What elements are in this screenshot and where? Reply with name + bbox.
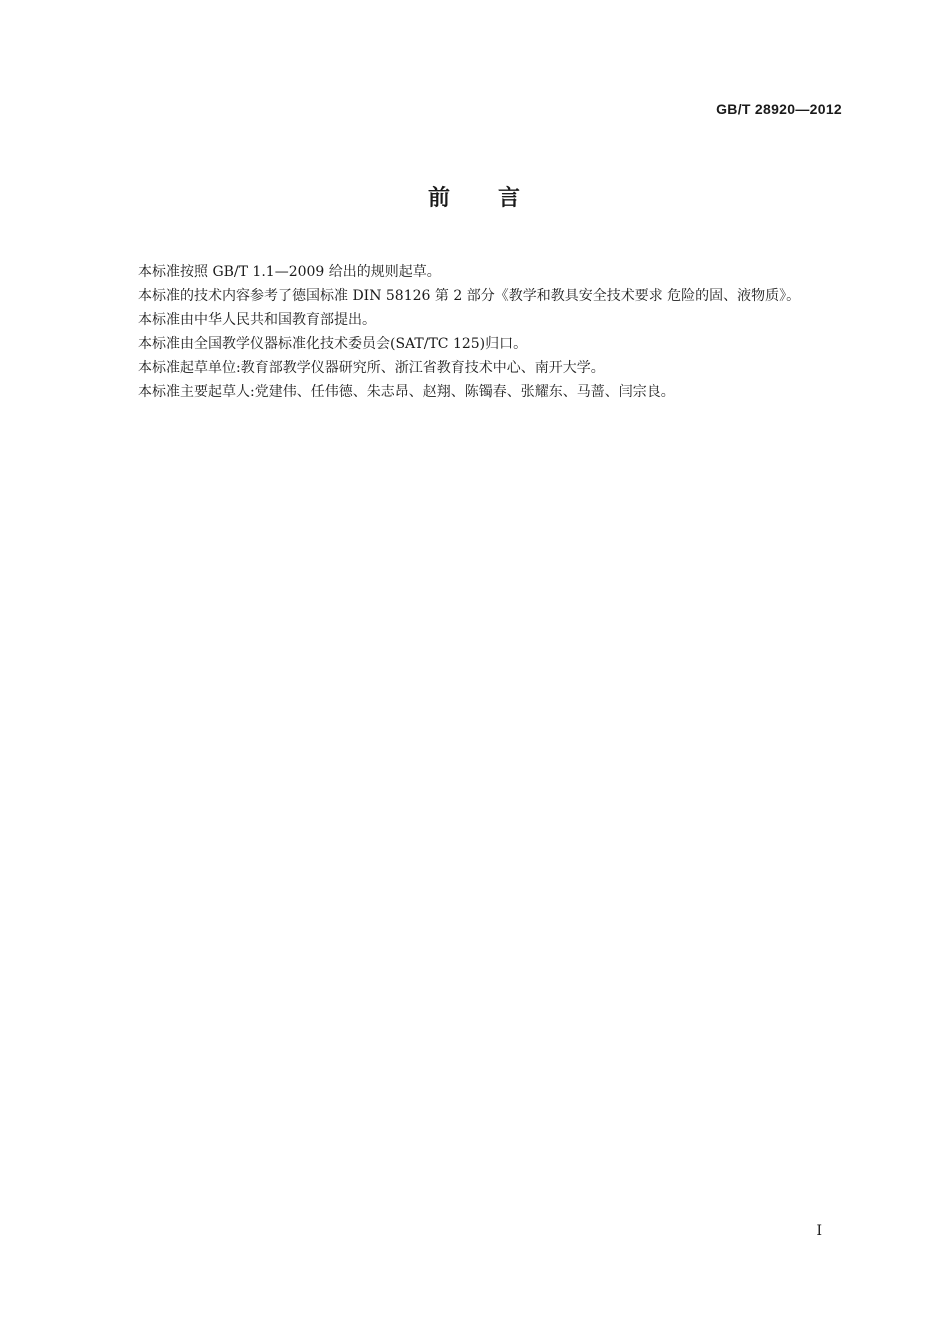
title-char-2: 言 [498, 186, 523, 211]
foreword-body [108, 260, 844, 404]
paragraph-drafters: 本标准主要起草人:党建伟、任伟德、朱志昂、赵翔、陈镯春、张耀东、马蔷、闫宗良。 [138, 384, 675, 400]
paragraph-proposer: 本标准由中华人民共和国教育部提出。 [138, 312, 376, 328]
title-char-1: 前 [427, 186, 452, 211]
page-title [0, 181, 950, 212]
paragraph-reference-standard: 本标准的技术内容参考了德国标准 DIN 58126 第 2 部分《教学和教具安全技术要求 危险的固、液物质》。 [138, 288, 801, 304]
document-code: GB/T 28920—2012 [716, 101, 842, 117]
paragraph-committee: 本标准由全国教学仪器标准化技术委员会(SAT/TC 125)归口。 [138, 336, 528, 352]
paragraph-drafting-rules: 本标准按照 GB/T 1.1—2009 给出的规则起草。 [138, 264, 441, 280]
paragraph-drafting-units: 本标准起草单位:教育部教学仪器研究所、浙江省教育技术中心、南开大学。 [138, 360, 605, 376]
page-number: I [816, 1223, 822, 1239]
